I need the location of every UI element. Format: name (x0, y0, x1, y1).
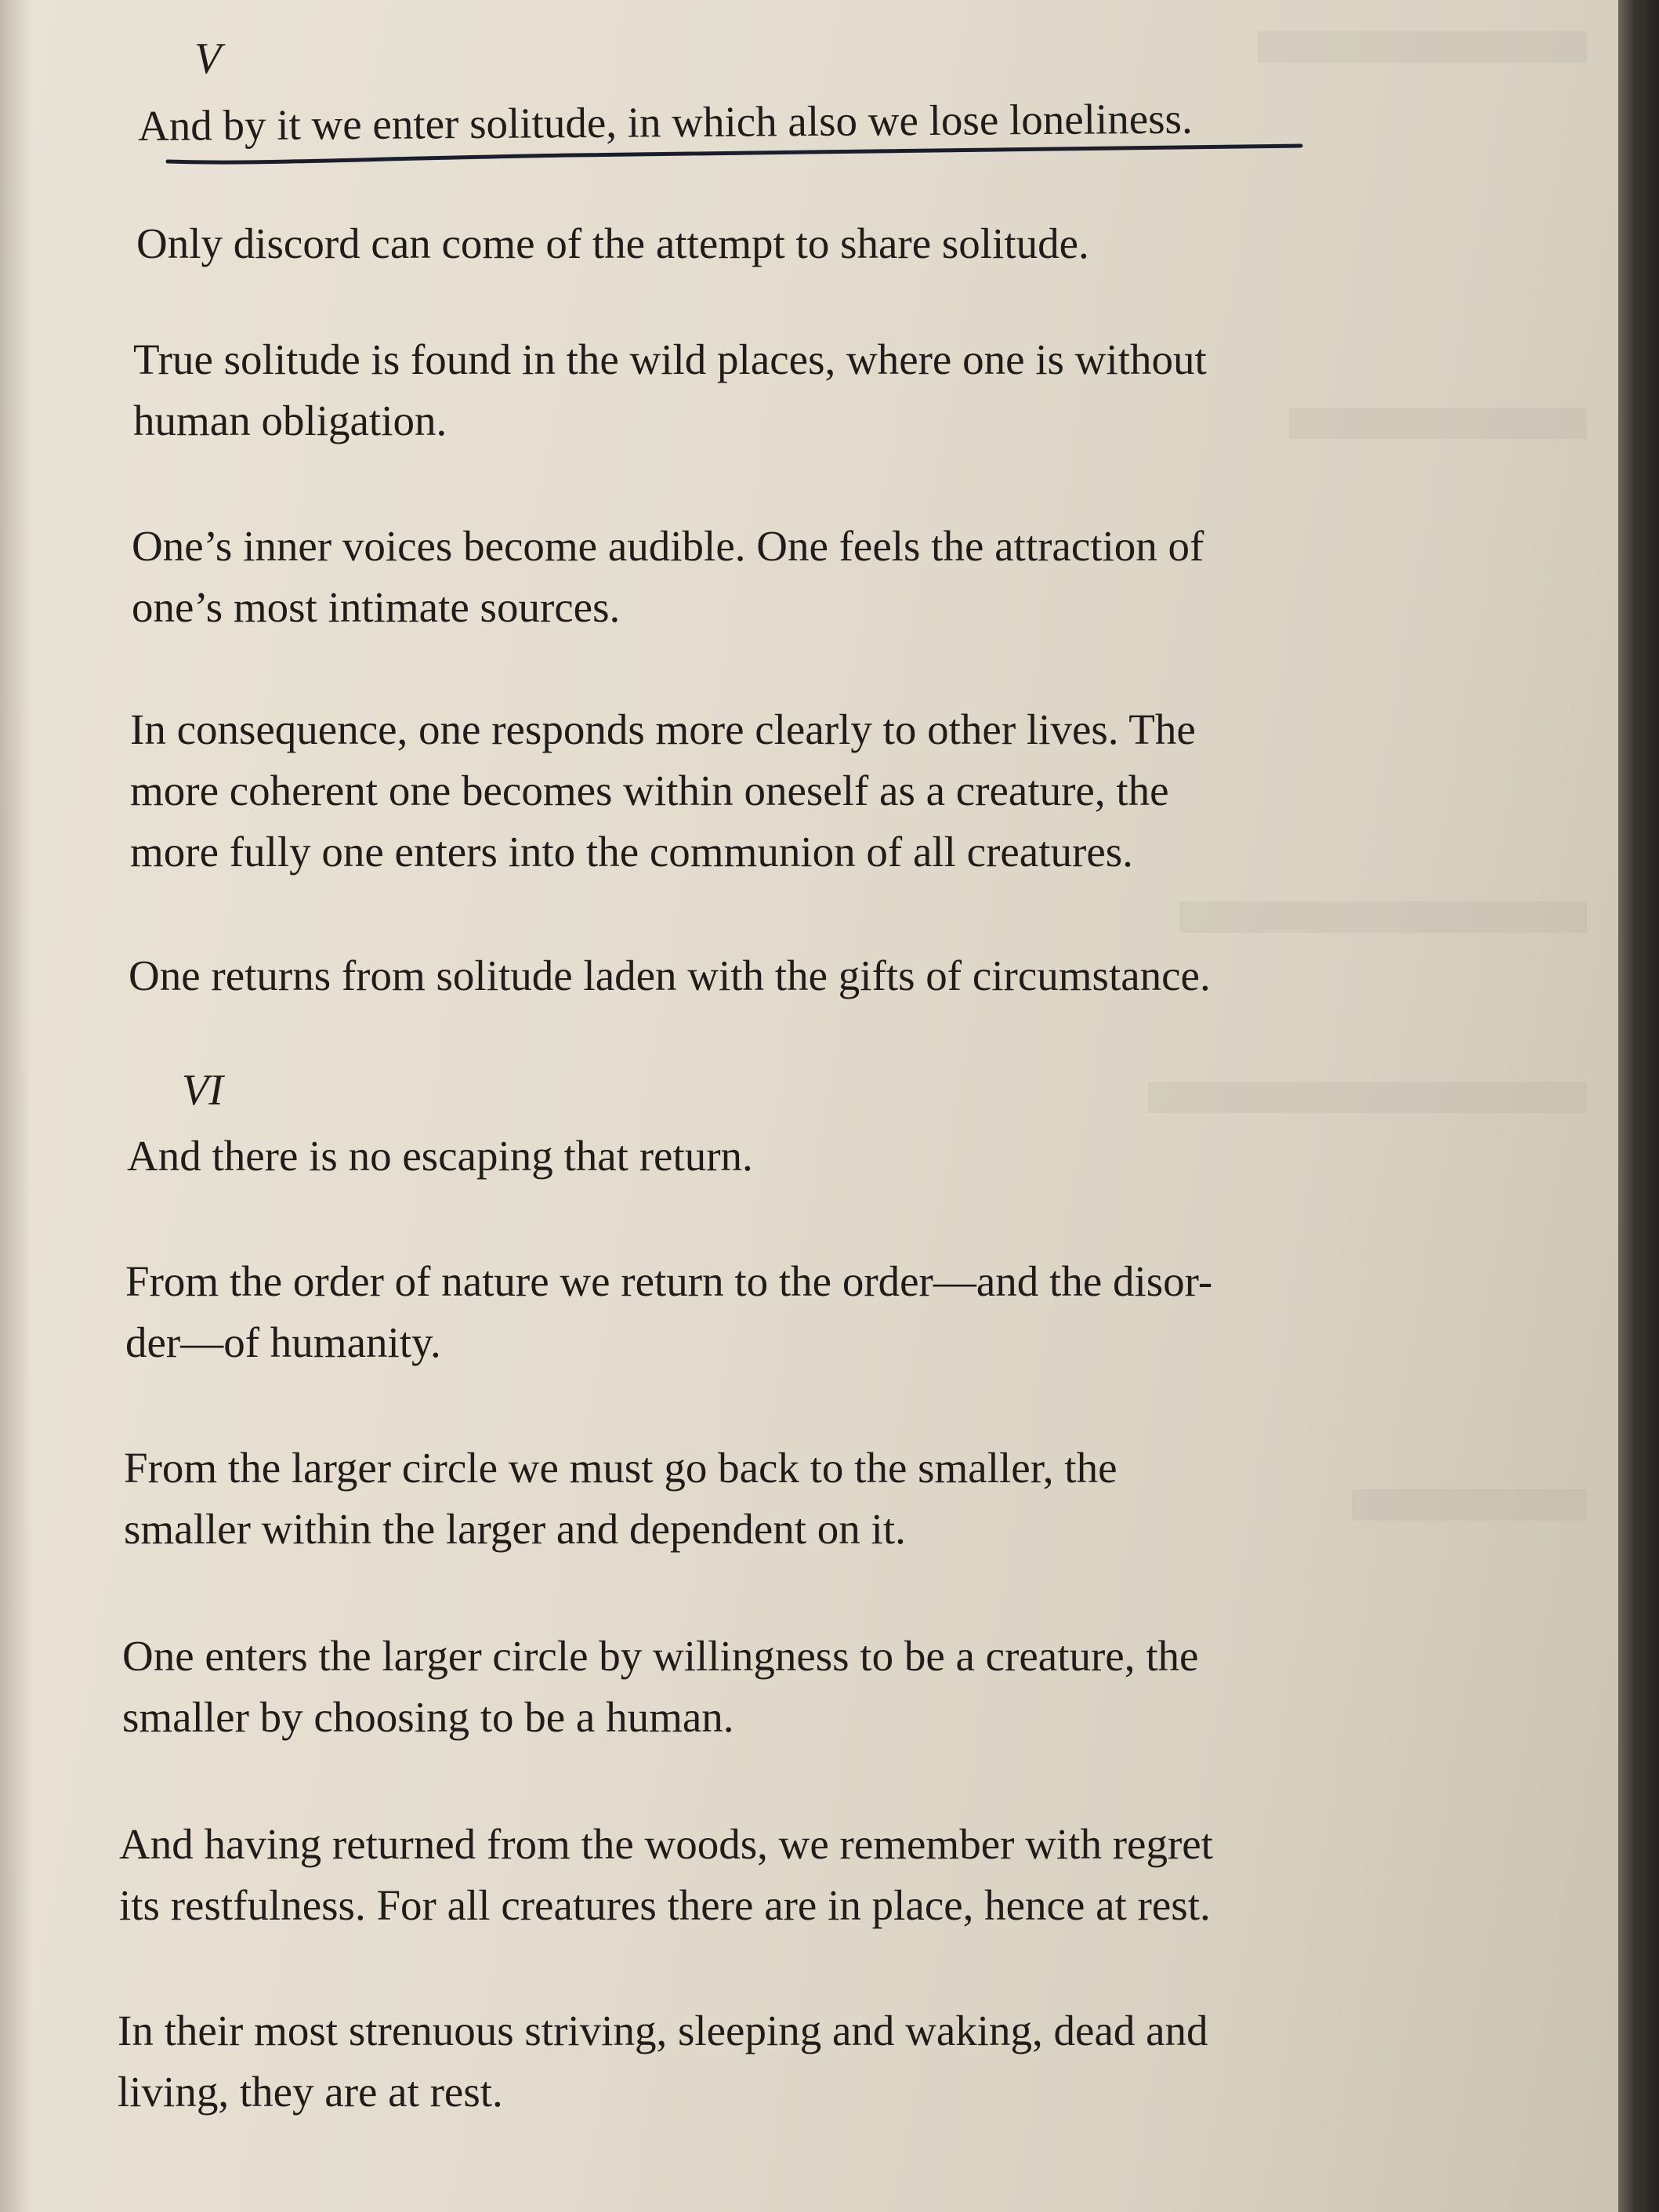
paragraph-line: One enters the larger circle by willingness to be a creature, the (122, 1632, 1199, 1680)
show-through-bleed (1289, 408, 1587, 439)
paragraph-line: One’s inner voices become audible. One feels the attraction of (132, 522, 1204, 570)
paragraph-line: its restfulness. For all creatures there are in place, hence at rest. (119, 1881, 1211, 1929)
paragraph-line: True solitude is found in the wild places, where one is without (133, 335, 1207, 383)
paragraph-line: one’s most intimate sources. (132, 583, 621, 631)
paragraph-line: From the larger circle we must go back to the smaller, the (124, 1444, 1117, 1492)
show-through-bleed (1179, 901, 1587, 933)
show-through-bleed (1148, 1082, 1587, 1113)
paragraph-line: smaller within the larger and dependent on it. (124, 1505, 906, 1553)
paragraph-line: And having returned from the woods, we remember with regret (119, 1820, 1213, 1868)
paragraph-line: In their most strenuous striving, sleeping and waking, dead and (118, 2007, 1208, 2054)
paragraph-line: From the order of nature we return to the order—and the disor- (125, 1257, 1213, 1305)
paragraph-line: And there is no escaping that return. (127, 1132, 753, 1180)
book-spine-edge (1618, 0, 1659, 2212)
pen-underline (165, 141, 1340, 172)
section-heading-v: V (194, 34, 222, 83)
paragraph-line: human obligation. (133, 397, 447, 444)
paragraph-line: living, they are at rest. (118, 2068, 503, 2116)
paragraph-line: more coherent one becomes within oneself as a creature, the (130, 767, 1169, 814)
paragraph-line: And by it we enter solitude, in which also we lose loneliness. (137, 94, 1193, 150)
paragraph-line: more fully one enters into the communion of all creatures. (130, 828, 1133, 876)
show-through-bleed (1258, 31, 1587, 63)
paragraph-line: In consequence, one responds more clearly to other lives. The (130, 705, 1196, 753)
paragraph-line: Only discord can come of the attempt to share solitude. (136, 219, 1089, 267)
paragraph-line: smaller by choosing to be a human. (122, 1693, 734, 1741)
page-shadow (0, 0, 31, 2212)
paragraph-line: der—of humanity. (125, 1318, 441, 1366)
section-heading-vi: VI (182, 1066, 223, 1115)
show-through-bleed (1352, 1489, 1587, 1521)
paragraph-line: One returns from solitude laden with the gifts of circumstance. (129, 952, 1211, 999)
